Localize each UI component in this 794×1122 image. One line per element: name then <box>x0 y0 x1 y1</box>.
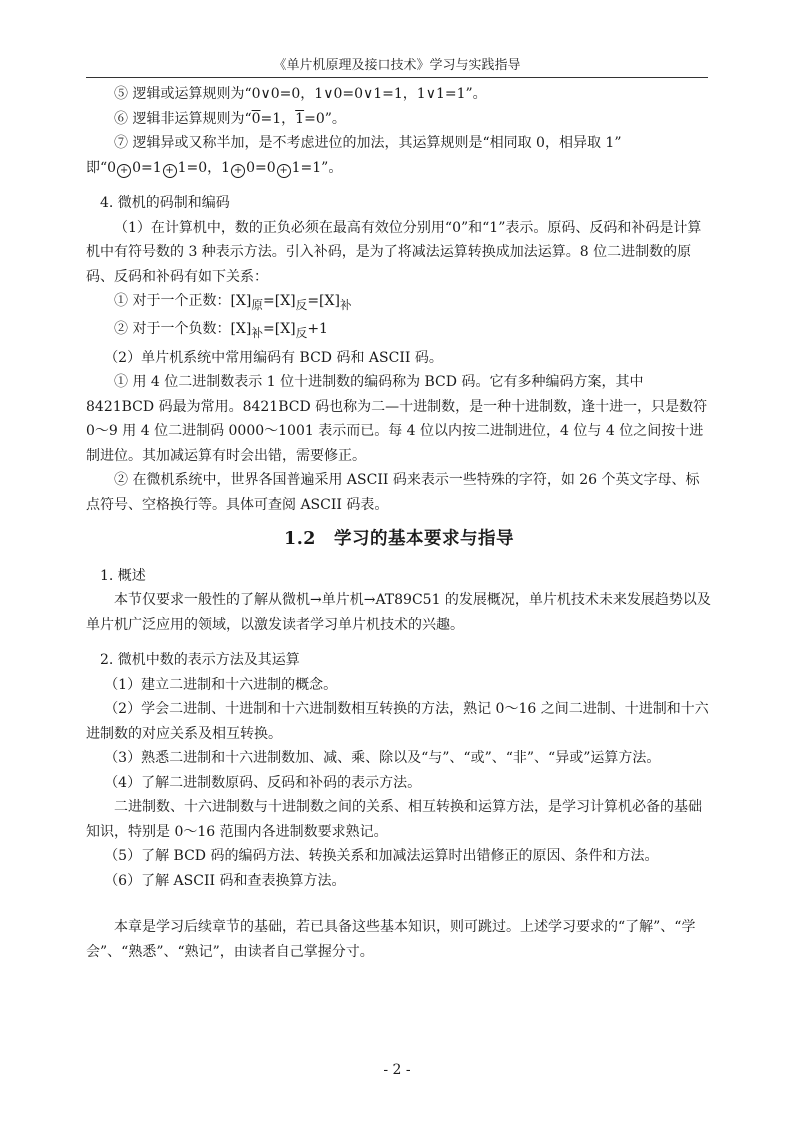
sec4-heading: 4. 微机的码制和编码 <box>100 195 230 211</box>
numbers-item-5: （5）了解 BCD 码的编码方法、转换关系和加减法运算时出错修正的原因、条件和方法。 <box>104 848 659 865</box>
numbers-item-3: （3）熟悉二进制和十六进制数加、减、乘、除以及“与”、“或”、“非”、“异或”运算方法。 <box>104 750 661 767</box>
numbers-item-1: （1）建立二进制和十六进制的概念。 <box>104 676 338 693</box>
not-operand-one: 1 <box>295 110 305 127</box>
sec4-paragraph-4: ② 在微机系统中，世界各国普遍采用 ASCII 码来表示一些特殊的字符，如 26 个英文字母、标点符号、空格换行等。具体可查阅 ASCII 码表。 <box>86 472 700 513</box>
sec4-item-negative: ② 对于一个负数：$[X]_补=[X]_反+1$ <box>114 321 328 341</box>
numbers-heading: 2. 微机中数的表示方法及其运算 <box>100 652 300 669</box>
xor-symbol-icon: + <box>117 164 131 178</box>
sec4-paragraph-3: ① 用 4 位二进制数表示 1 位十进制数的编码称为 BCD 码。它有多种编码方案，其中 8421BCD 码最为常用。8421BCD 码也称为二—十进制数，是一种十进制数，逢十进一，只是数符 0～9 用 4 位二进制码 0000～1001 表示而已。每 4 位以内按二进制进位，4 位与 4 位之间按十进制进位。其加减运算有时会出错，需要修正。 <box>86 374 712 464</box>
sec4-item-positive: ① 对于一个正数：$[X]_原=[X]_反=[X]_补$ <box>114 293 352 312</box>
numbers-item-2: （2）学会二进制、十进制和十六进制数相互转换的方法，熟记 0～16 之间二进制、十进制和十六进制数的对应关系及相互转换。 <box>86 701 709 742</box>
closing-paragraph: 本章是学习后续章节的基础，若已具备这些基本知识，则可跳过。上述学习要求的“了解”、“学会”、“熟悉”、“熟记”，由读者自己掌握分寸。 <box>86 919 696 960</box>
xor-symbol-icon: + <box>231 164 245 178</box>
xor-symbol-icon: + <box>163 164 177 178</box>
xor-rule-line1: ⑦ 逻辑异或又称半加，是不考虑进位的加法，其运算规则是“相同取 0，相异取 1” <box>114 135 622 151</box>
sec4-paragraph-2: （2）单片机系统中常用编码有 BCD 码和 ASCII 码。 <box>104 349 443 366</box>
overview-heading: 1. 概述 <box>100 567 146 584</box>
running-header: 《单片机原理及接口技术》学习与实践指导 <box>273 58 521 73</box>
section-title: 1.2 学习的基本要求与指导 <box>284 529 514 550</box>
or-rule: ⑤ 逻辑或运算规则为“0∨0=0，1∨0=0∨1=1，1∨1=1”。 <box>114 86 487 102</box>
header-rule <box>86 77 708 78</box>
numbers-item-6: （6）了解 ASCII 码和查表换算方法。 <box>104 872 346 889</box>
page-number: - 2 - <box>383 1062 411 1078</box>
sec4-paragraph-1: （1）在计算机中，数的正负必须在最高有效位分别用“0”和“1”表示。原码、反码和补码是计算机中有符号数的 3 种表示方法。引入补码，是为了将减法运算转换成加法运算。8 位二进制数的原码、反码和补码有如下关系： <box>86 219 702 285</box>
xor-rule-line2: 即“0 + 0=1 + 1=0，1 + 0=0 + 1=1”。 <box>86 159 343 176</box>
not-operand-zero: 0 <box>251 110 261 127</box>
overview-paragraph: 本节仅要求一般性的了解从微机→单片机→AT89C51 的发展概况，单片机技术未来发展趋势以及单片机广泛应用的领域，以激发读者学习单片机技术的兴趣。 <box>86 592 711 633</box>
xor-symbol-icon: + <box>277 164 291 178</box>
numbers-item-4: （4）了解二进制数原码、反码和补码的表示方法。 <box>104 774 422 791</box>
page-body <box>86 82 712 964</box>
numbers-note: 二进制数、十六进制数与十进制数之间的关系、相互转换和运算方法，是学习计算机必备的基础知识，特别是 0～16 范围内各进制数要求熟记。 <box>86 799 702 840</box>
not-rule: ⑥ 逻辑非运算规则为“0=1，1=0”。 <box>114 110 346 127</box>
